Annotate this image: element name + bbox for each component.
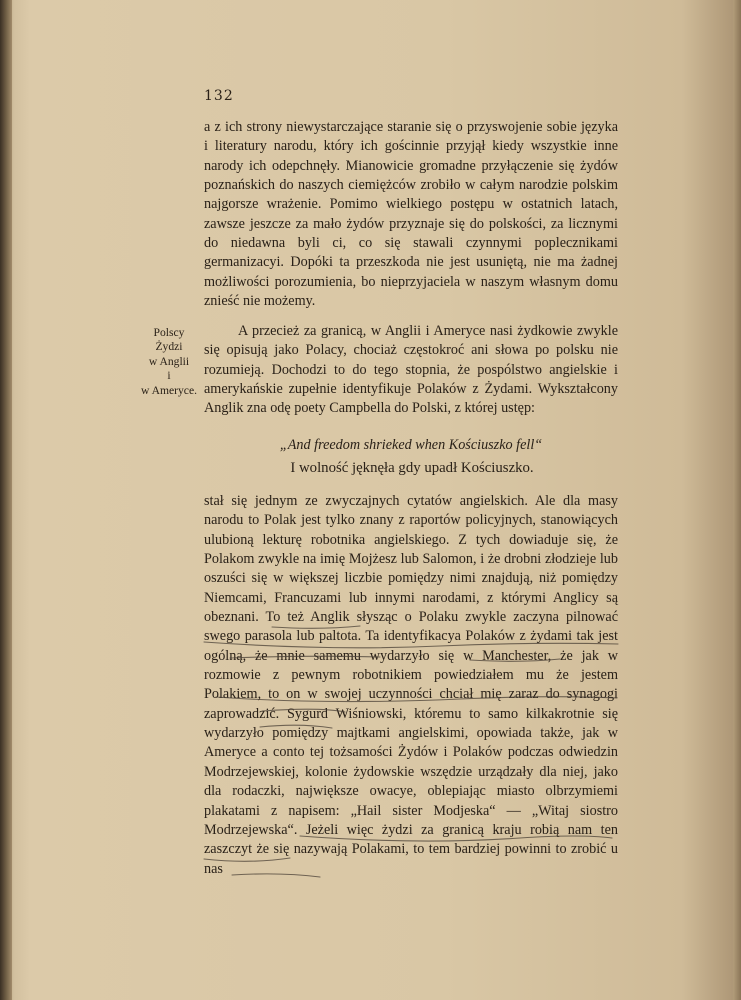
quote-polish: I wolność jęknęła gdy upadł Kościuszko. bbox=[290, 460, 534, 476]
quote-english: „And freedom shrieked when Kościuszko fell“ bbox=[279, 437, 543, 453]
paragraph-1: a z ich strony niewystarczające staranie się o przyswojenie sobie języka i literatury narodu, który ich gościnnie przyjął kiedy wszystkie inne narody ich odepchnęły. Mianowicie gromadne przyłączenie się żydów poznańskich do naszych ciemiężców zrobiło w całym narodzie polskim najgorsze wrażenie. Pomimo wielkiego postępu w ostatnich latach, zawsze jeszcze za mało żydów przyznaje się do polskości, za licznymi do niedawna byli ci, co się stawali czynnymi poplecznikami germanizacyi. Dopóki ta przeszkoda nie jest usuniętą, nie ma żadnej możliwości porozumienia, bo nieprzyjaciela w naszym własnym domu znieść nie możemy. bbox=[204, 119, 618, 310]
page-number: 132 bbox=[204, 88, 234, 104]
margin-note-line: Żydzi bbox=[155, 340, 183, 354]
book-binding bbox=[0, 0, 12, 1000]
page-edge bbox=[733, 0, 741, 1000]
margin-note bbox=[138, 326, 200, 398]
paragraph-3: stał się jednym ze zwyczajnych cytatów angielskich. Ale dla masy narodu to Polak jest tylko znany z raportów policyjnych, stanowiących ulubioną lekturę robotnika angielskiego. Z tych dowiaduje się, że Polakom zwykle na imię Mojżesz lub Salomon, i że drobni złodzieje lub oszuści się w większej liczbie pomiędzy nimi znajdują, niż pomiędzy Niemcami, Francuzami lub innymi narodami, z którymi Anglicy są obeznani. To też Anglik słysząc o Polaku zwykle zaczyna pilnować swego parasola lub paltota. Ta identyfikacya Polaków z żydami tak jest ogólną, że mnie samemu wydarzyło się w Manchester, że jak w rozmowie z pewnym robotnikiem powiedziałem mu że jestem Polakiem, to on w swojej uczynności chciał mię zaraz do synagogi zaprowadzić. Sygurd Wiśniowski, któremu to samo kilkakrotnie się wydarzyło pomiędzy majtkami angielskimi, opowiada także, jak w Ameryce a conto tej tożsamości Żydów i Polaków podczas odwiedzin Modrzejewskiej, kolonie żydowskie wszędzie urządzały dla niej, jako dla rodaczki, największe owacye, oblepiając miasto olbrzymiemi plakatami z napisem: „Hail sister Modjeska“ — „Witaj siostro Modrzejewska“. Jeżeli więc żydzi za granicą kraju robią nam ten zaszczyt że się nazywają Polakami, to tem bardziej powinni to zrobić u nas bbox=[204, 493, 618, 877]
margin-note-line: w Ameryce. bbox=[140, 383, 197, 397]
margin-note-line: i bbox=[167, 369, 171, 383]
margin-note-line: Polscy bbox=[153, 326, 185, 339]
paragraph-2: A przecież za granicą, w Anglii i Ameryce nasi żydkowie zwykle się opisują jako Polacy, chociaż częstokroć ani słowa po polsku nie rozumieją. Dochodzi to do tego stopnia, że pospólstwo angielskie i amerykańskie zupełnie identyfikuje Polaków z Żydami. Wykształcony Anglik zna odę poety Campbella do Polski, z której ustęp: bbox=[204, 323, 618, 417]
margin-note-line: w Anglii bbox=[148, 354, 190, 368]
